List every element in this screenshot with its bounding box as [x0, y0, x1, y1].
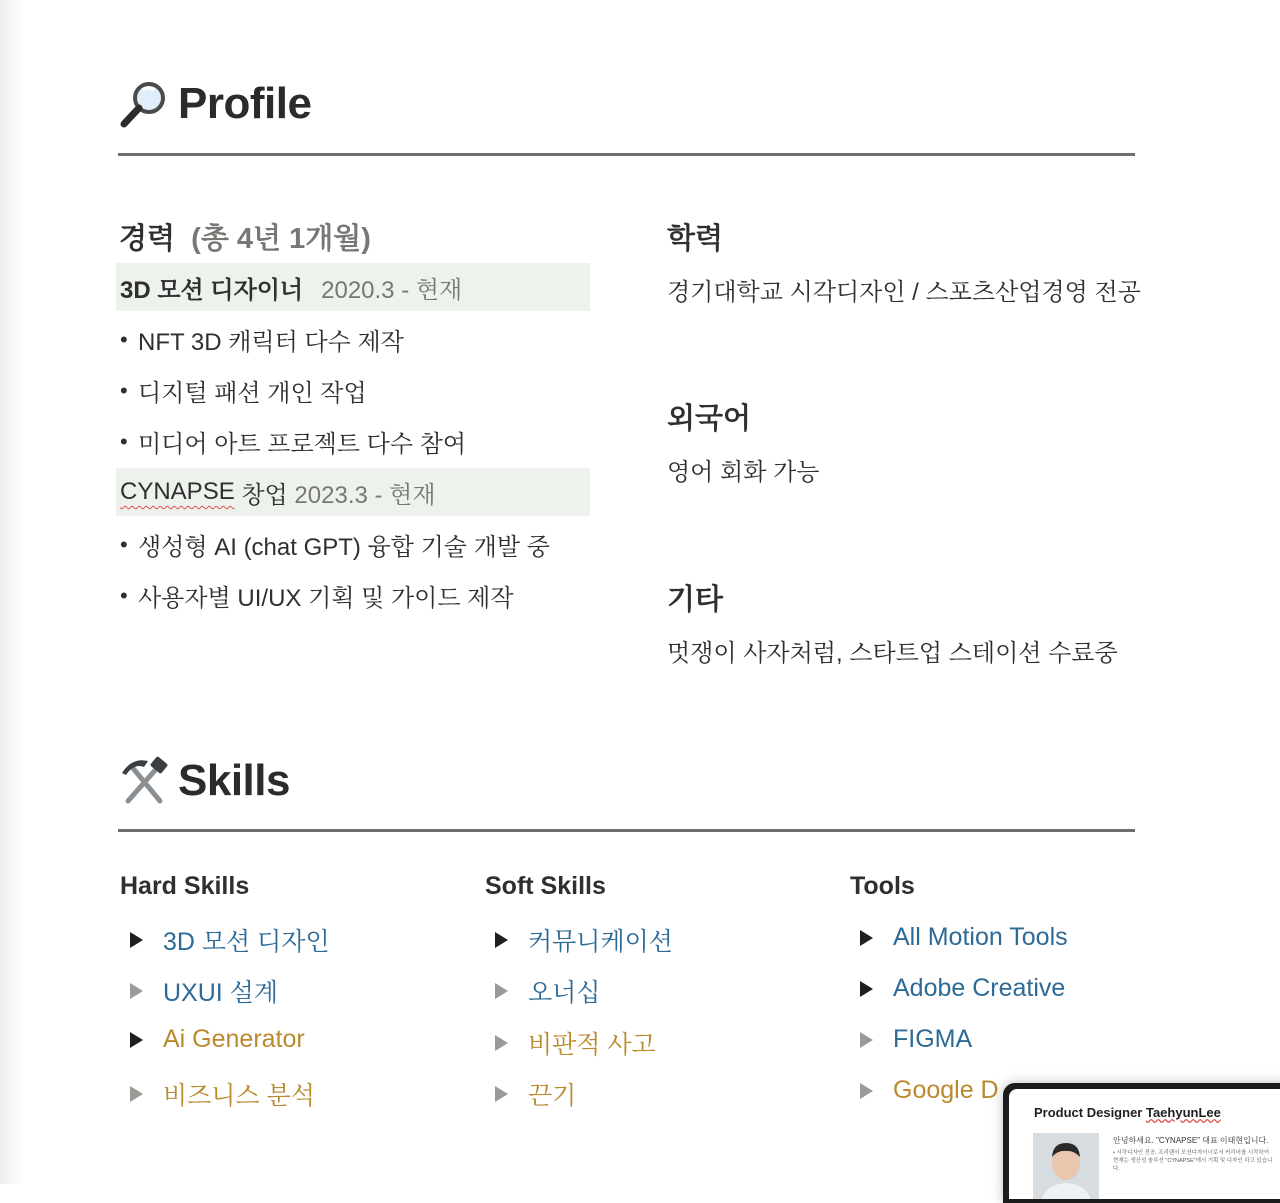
job-period: 2023.3 - 현재: [294, 481, 436, 509]
toggle-ownership[interactable]: [483, 973, 600, 1009]
job-row-motion-designer: [116, 263, 590, 311]
hammer-and-pick-icon: [118, 755, 170, 807]
triangle-right-icon[interactable]: [130, 932, 143, 948]
skills-header: [118, 755, 290, 807]
toggle-figma[interactable]: [848, 1025, 972, 1054]
toggle-all-motion-tools[interactable]: [848, 923, 1068, 952]
list-item-text: 사용자별 UI/UX 기획 및 가이드 제작: [138, 585, 514, 612]
toggle-label[interactable]: 커뮤니케이션: [528, 928, 673, 956]
triangle-right-icon[interactable]: [130, 1032, 143, 1048]
magnifying-glass-icon: [118, 78, 170, 130]
education-heading: 학력: [667, 223, 724, 255]
job-period: 2020.3 - 현재: [321, 276, 463, 304]
list-item-text: 디지털 패션 개인 작업: [138, 380, 367, 407]
triangle-right-icon[interactable]: [495, 1035, 508, 1051]
list-item: [120, 424, 466, 459]
job-role: 3D 모션 디자이너: [120, 276, 304, 304]
toggle-label[interactable]: 오너십: [528, 979, 601, 1007]
preview-title-prefix: Product Designer: [1034, 1105, 1146, 1120]
triangle-right-icon[interactable]: [860, 930, 873, 946]
bullet-dot: •: [120, 531, 128, 557]
profile-divider: [118, 153, 1135, 156]
toggle-communication[interactable]: [483, 922, 673, 958]
education-value: 경기대학교 시각디자인 / 스포츠산업경영 전공: [667, 279, 1141, 306]
toggle-business-analysis[interactable]: [118, 1076, 315, 1112]
toggle-label[interactable]: Ai Generator: [163, 1025, 305, 1053]
hard-skills-heading: Hard Skills: [120, 872, 250, 900]
profile-photo: [1033, 1133, 1099, 1199]
triangle-right-icon[interactable]: [495, 983, 508, 999]
career-total: (총 4년 1개월): [191, 223, 371, 255]
job-row-cynapse: [116, 468, 590, 516]
etc-value: 멋쟁이 사자처럼, 스타트업 스테이션 수료중: [667, 640, 1118, 667]
toggle-critical-thinking[interactable]: [483, 1025, 656, 1061]
career-heading-text: 경력: [119, 223, 176, 255]
toggle-persistence[interactable]: [483, 1076, 576, 1112]
window-shadow: [0, 0, 26, 1184]
list-item: [120, 373, 367, 408]
triangle-right-icon[interactable]: [495, 932, 508, 948]
list-item-text: 미디어 아트 프로젝트 다수 참여: [138, 431, 467, 458]
toggle-google[interactable]: [848, 1076, 999, 1105]
preview-title: [1034, 1105, 1221, 1120]
profile-header: [118, 78, 311, 130]
soft-skills-heading: Soft Skills: [485, 872, 606, 900]
tools-heading: Tools: [850, 872, 915, 900]
toggle-label[interactable]: 비즈니스 분석: [163, 1082, 315, 1110]
toggle-ai-generator[interactable]: [118, 1025, 305, 1054]
list-item: [120, 322, 404, 357]
language-value: 영어 회화 가능: [667, 459, 820, 486]
toggle-uxui[interactable]: [118, 973, 278, 1009]
triangle-right-icon[interactable]: [495, 1086, 508, 1102]
skills-title: Skills: [178, 756, 290, 805]
triangle-right-icon[interactable]: [130, 1086, 143, 1102]
toggle-label[interactable]: 끈기: [528, 1082, 577, 1110]
preview-intro: [1113, 1135, 1273, 1173]
toggle-label[interactable]: UXUI 설계: [163, 979, 278, 1007]
toggle-3d-motion-design[interactable]: [118, 922, 330, 958]
triangle-right-icon[interactable]: [130, 983, 143, 999]
bullet-dot: •: [120, 582, 128, 608]
profile-title: Profile: [178, 79, 312, 128]
list-item: [120, 527, 550, 562]
skills-divider: [118, 829, 1135, 832]
toggle-label[interactable]: Adobe Creative: [893, 974, 1066, 1002]
list-item-text: 생성형 AI (chat GPT) 융합 기술 개발 중: [138, 534, 550, 561]
preview-page[interactable]: [1009, 1089, 1280, 1199]
toggle-label[interactable]: FIGMA: [893, 1025, 973, 1053]
job-company: CYNAPSE: [120, 478, 235, 505]
bullet-dot: •: [120, 428, 128, 454]
preview-title-name: TaehyunLee: [1145, 1105, 1221, 1120]
page-preview-thumbnail[interactable]: [1003, 1083, 1280, 1203]
person-portrait-icon: [1033, 1133, 1099, 1199]
preview-detail: • 시각디자인 전공, 프리랜서 모션디자이너로서 커리어를 시작하여 현재는 생산성 솔루션 "CYNAPSE"에서 기획 및 디자인 하고 있습니다.: [1113, 1150, 1273, 1172]
career-heading: [119, 216, 371, 257]
toggle-label[interactable]: 비판적 사고: [528, 1031, 656, 1059]
bullet-dot: •: [120, 377, 128, 403]
language-heading: 외국어: [667, 403, 752, 435]
etc-heading: 기타: [667, 584, 724, 616]
toggle-label[interactable]: 3D 모션 디자인: [163, 928, 330, 956]
job-role: 창업: [241, 481, 288, 509]
toggle-adobe-creative[interactable]: [848, 974, 1065, 1003]
triangle-right-icon[interactable]: [860, 1083, 873, 1099]
list-item: [120, 578, 514, 613]
toggle-label[interactable]: Google D: [893, 1076, 999, 1104]
toggle-label[interactable]: All Motion Tools: [893, 923, 1068, 951]
triangle-right-icon[interactable]: [860, 981, 873, 997]
preview-greeting: 안녕하세요. "CYNAPSE" 대표 이태현입니다.: [1113, 1136, 1269, 1145]
list-item-text: NFT 3D 캐릭터 다수 제작: [138, 329, 404, 356]
bullet-dot: •: [120, 326, 128, 352]
triangle-right-icon[interactable]: [860, 1032, 873, 1048]
